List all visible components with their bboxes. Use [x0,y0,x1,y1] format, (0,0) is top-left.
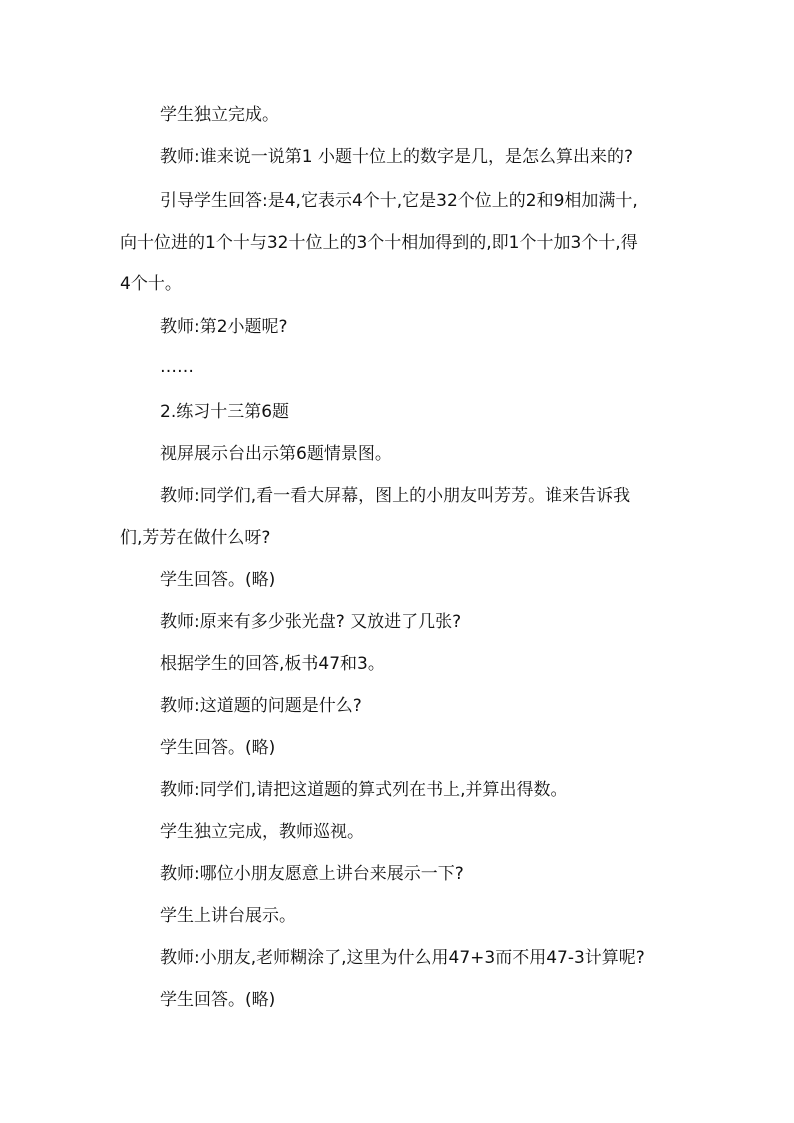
paragraph: 学生上讲台展示。 [160,906,296,926]
paragraph: 教师:哪位小朋友愿意上讲台来展示一下? [160,864,464,884]
ellipsis: …… [160,357,194,377]
paragraph-continuation: 4个十。 [120,274,182,294]
paragraph: 学生独立完成，教师巡视。 [160,822,364,842]
paragraph: 教师:原来有多少张光盘? 又放进了几张? [160,612,462,632]
paragraph: 学生回答。(略) [160,990,276,1010]
paragraph: 视屏展示台出示第6题情景图。 [160,444,392,464]
paragraph: 引导学生回答:是4,它表示4个十,它是32个位上的2和9相加满十, [160,191,638,211]
paragraph: 根据学生的回答,板书47和3。 [160,654,385,674]
paragraph: 学生独立完成。 [160,105,279,125]
paragraph: 教师:这道题的问题是什么? [160,696,362,716]
paragraph-continuation: 向十位进的1个十与32十位上的3个十相加得到的,即1个十加3个十,得 [120,233,638,253]
paragraph: 教师:谁来说一说第1 小题十位上的数字是几，是怎么算出来的? [160,147,633,167]
paragraph: 教师:第2小题呢? [160,317,288,337]
paragraph: 教师:小朋友,老师糊涂了,这里为什么用47+3而不用47-3计算呢? [160,948,645,968]
section-heading: 2.练习十三第6题 [160,402,290,422]
paragraph-continuation: 们,芳芳在做什么呀? [120,528,271,548]
paragraph: 学生回答。(略) [160,570,276,590]
paragraph: 学生回答。(略) [160,738,276,758]
paragraph: 教师:同学们,看一看大屏幕，图上的小朋友叫芳芳。谁来告诉我 [160,486,631,506]
paragraph: 教师:同学们,请把这道题的算式列在书上,并算出得数。 [160,780,568,800]
